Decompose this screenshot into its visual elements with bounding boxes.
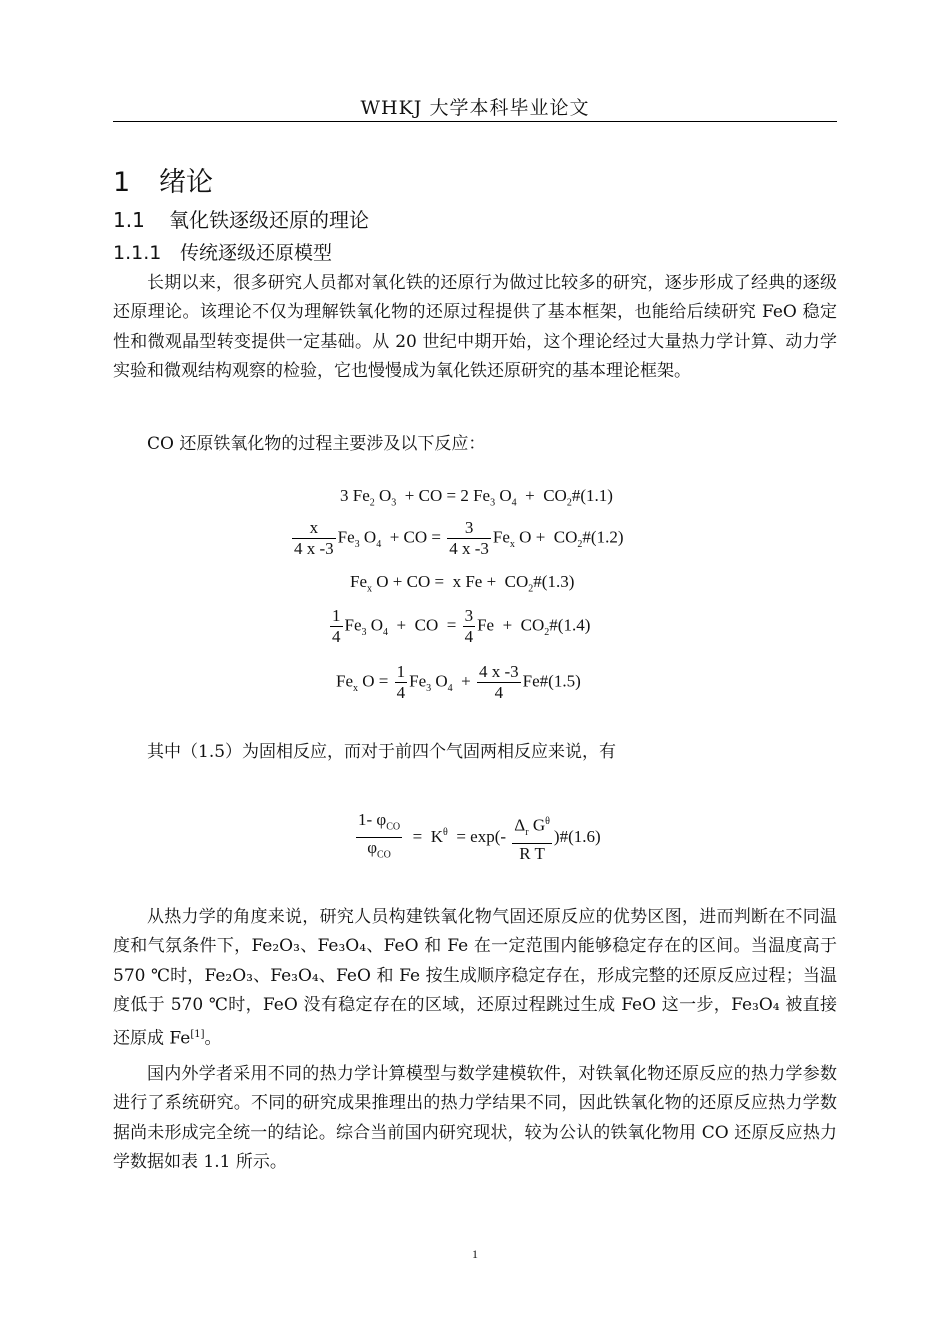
section-heading (113, 204, 369, 233)
subsection-heading (113, 238, 332, 265)
equation-1-5: $Fe_x$ O = $\frac{1}{4}$ $Fe_3$ $O_4$ + $\frac{4 x -3}{4}$ Fe#(1.5) (336, 662, 581, 702)
paragraph-4-text: 从热力学的角度来说，研究人员构建铁氧化物气固还原反应的优势区图，进而判断在不同温度和气氛条件下，Fe₂O₃、Fe₃O₄、FeO 和 Fe 在一定范围内能够稳定存在的区间。当温度高于 570 ℃时，Fe₂O₃、Fe₃O₄、FeO 和 Fe 按生成顺序稳定存在，形成完整的还原反应过程；当温度低于 570 ℃时，FeO 没有稳定存在的区域，还原过程跳过生成 FeO 这一步，Fe₃O₄ 被直接还原成 Fe (113, 907, 837, 1049)
page-number: 1 (472, 1247, 478, 1261)
equation-tag: #(1.6) (559, 826, 601, 846)
equation-tag: #(1.4) (549, 615, 591, 635)
equation-tag: #(1.3) (533, 572, 575, 591)
paragraph-1: 长期以来，很多研究人员都对氧化铁的还原行为做过比较多的研究，逐步形成了经典的逐级还原理论。该理论不仅为理解铁氧化物的还原过程提供了基本框架，也能给后续研究 FeO 稳定性和微观晶型转变提供一定基础。从 20 世纪中期开始，这个理论经过大量热力学计算、动力学实验和微观结构观察的检验，它也慢慢成为氧化铁还原研究的基本理论框架。 (113, 273, 837, 381)
section-number: 1.1 (113, 208, 145, 232)
citation-ref: [1] (190, 1029, 205, 1041)
equation-1-1: 3 $Fe_2$ $O_3$ + CO = 2 $Fe_3$ $O_4$ + $CO_2\#(1.1)$ (340, 486, 613, 509)
section-title: 氧化铁逐级还原的理论 (169, 208, 369, 232)
paragraph-2: CO 还原铁氧化物的过程主要涉及以下反应： (147, 434, 486, 454)
running-header: WHKJ 大学本科毕业论文 (360, 97, 590, 119)
paragraph-4-end: 。 (204, 1028, 222, 1049)
equation-1-3: $Fe_x$ O + CO = x $Fe + CO_2\#(1.3)$ (350, 572, 575, 595)
chapter-title: 绪论 (159, 167, 213, 198)
subsection-number: 1.1.1 (113, 242, 162, 264)
header-rule (113, 121, 837, 122)
equation-1-2: $\frac{x}{4 x -3}$ $Fe_3$ $O_4$ + CO = $\frac{3}{4 x -3}$ $Fe_x$ $O + CO_2\#(1.2)$ (294, 518, 624, 558)
paragraph-5: 国内外学者采用不同的热力学计算模型与数学建模软件，对铁氧化物还原反应的热力学参数进行了系统研究。不同的研究成果推理出的热力学结果不同，因此铁氧化物的还原反应热力学数据尚未形成完全统一的结论。综合当前国内研究现状，较为公认的铁氧化物用 CO 还原反应热力学数据如表 1.1 所示。 (113, 1064, 837, 1172)
paragraph-4 (113, 903, 837, 1054)
equation-tag: #(1.1) (571, 486, 613, 505)
equation-tag: #(1.2) (582, 527, 624, 547)
subsection-title: 传统逐级还原模型 (180, 242, 333, 264)
chapter-heading (113, 160, 213, 199)
equation-1-6: $\frac{1- \varphi_{CO}}{\varphi_{CO}}$ = $K^\theta = \exp(-$ $\frac{\Delta_r G^\theta}{\text{R T}}$ )#(1.6) (358, 810, 601, 863)
equation-1-4: $\frac{1}{4}$ $Fe_3$ $O_4$ + CO = $\frac{3}{4}$ $Fe + CO_2\#(1.4)$ (332, 606, 591, 646)
paragraph-3: 其中（1.5）为固相反应，而对于前四个气固两相反应来说，有 (147, 742, 617, 762)
equation-tag: #(1.5) (539, 671, 581, 691)
chapter-number: 1 (113, 167, 131, 198)
